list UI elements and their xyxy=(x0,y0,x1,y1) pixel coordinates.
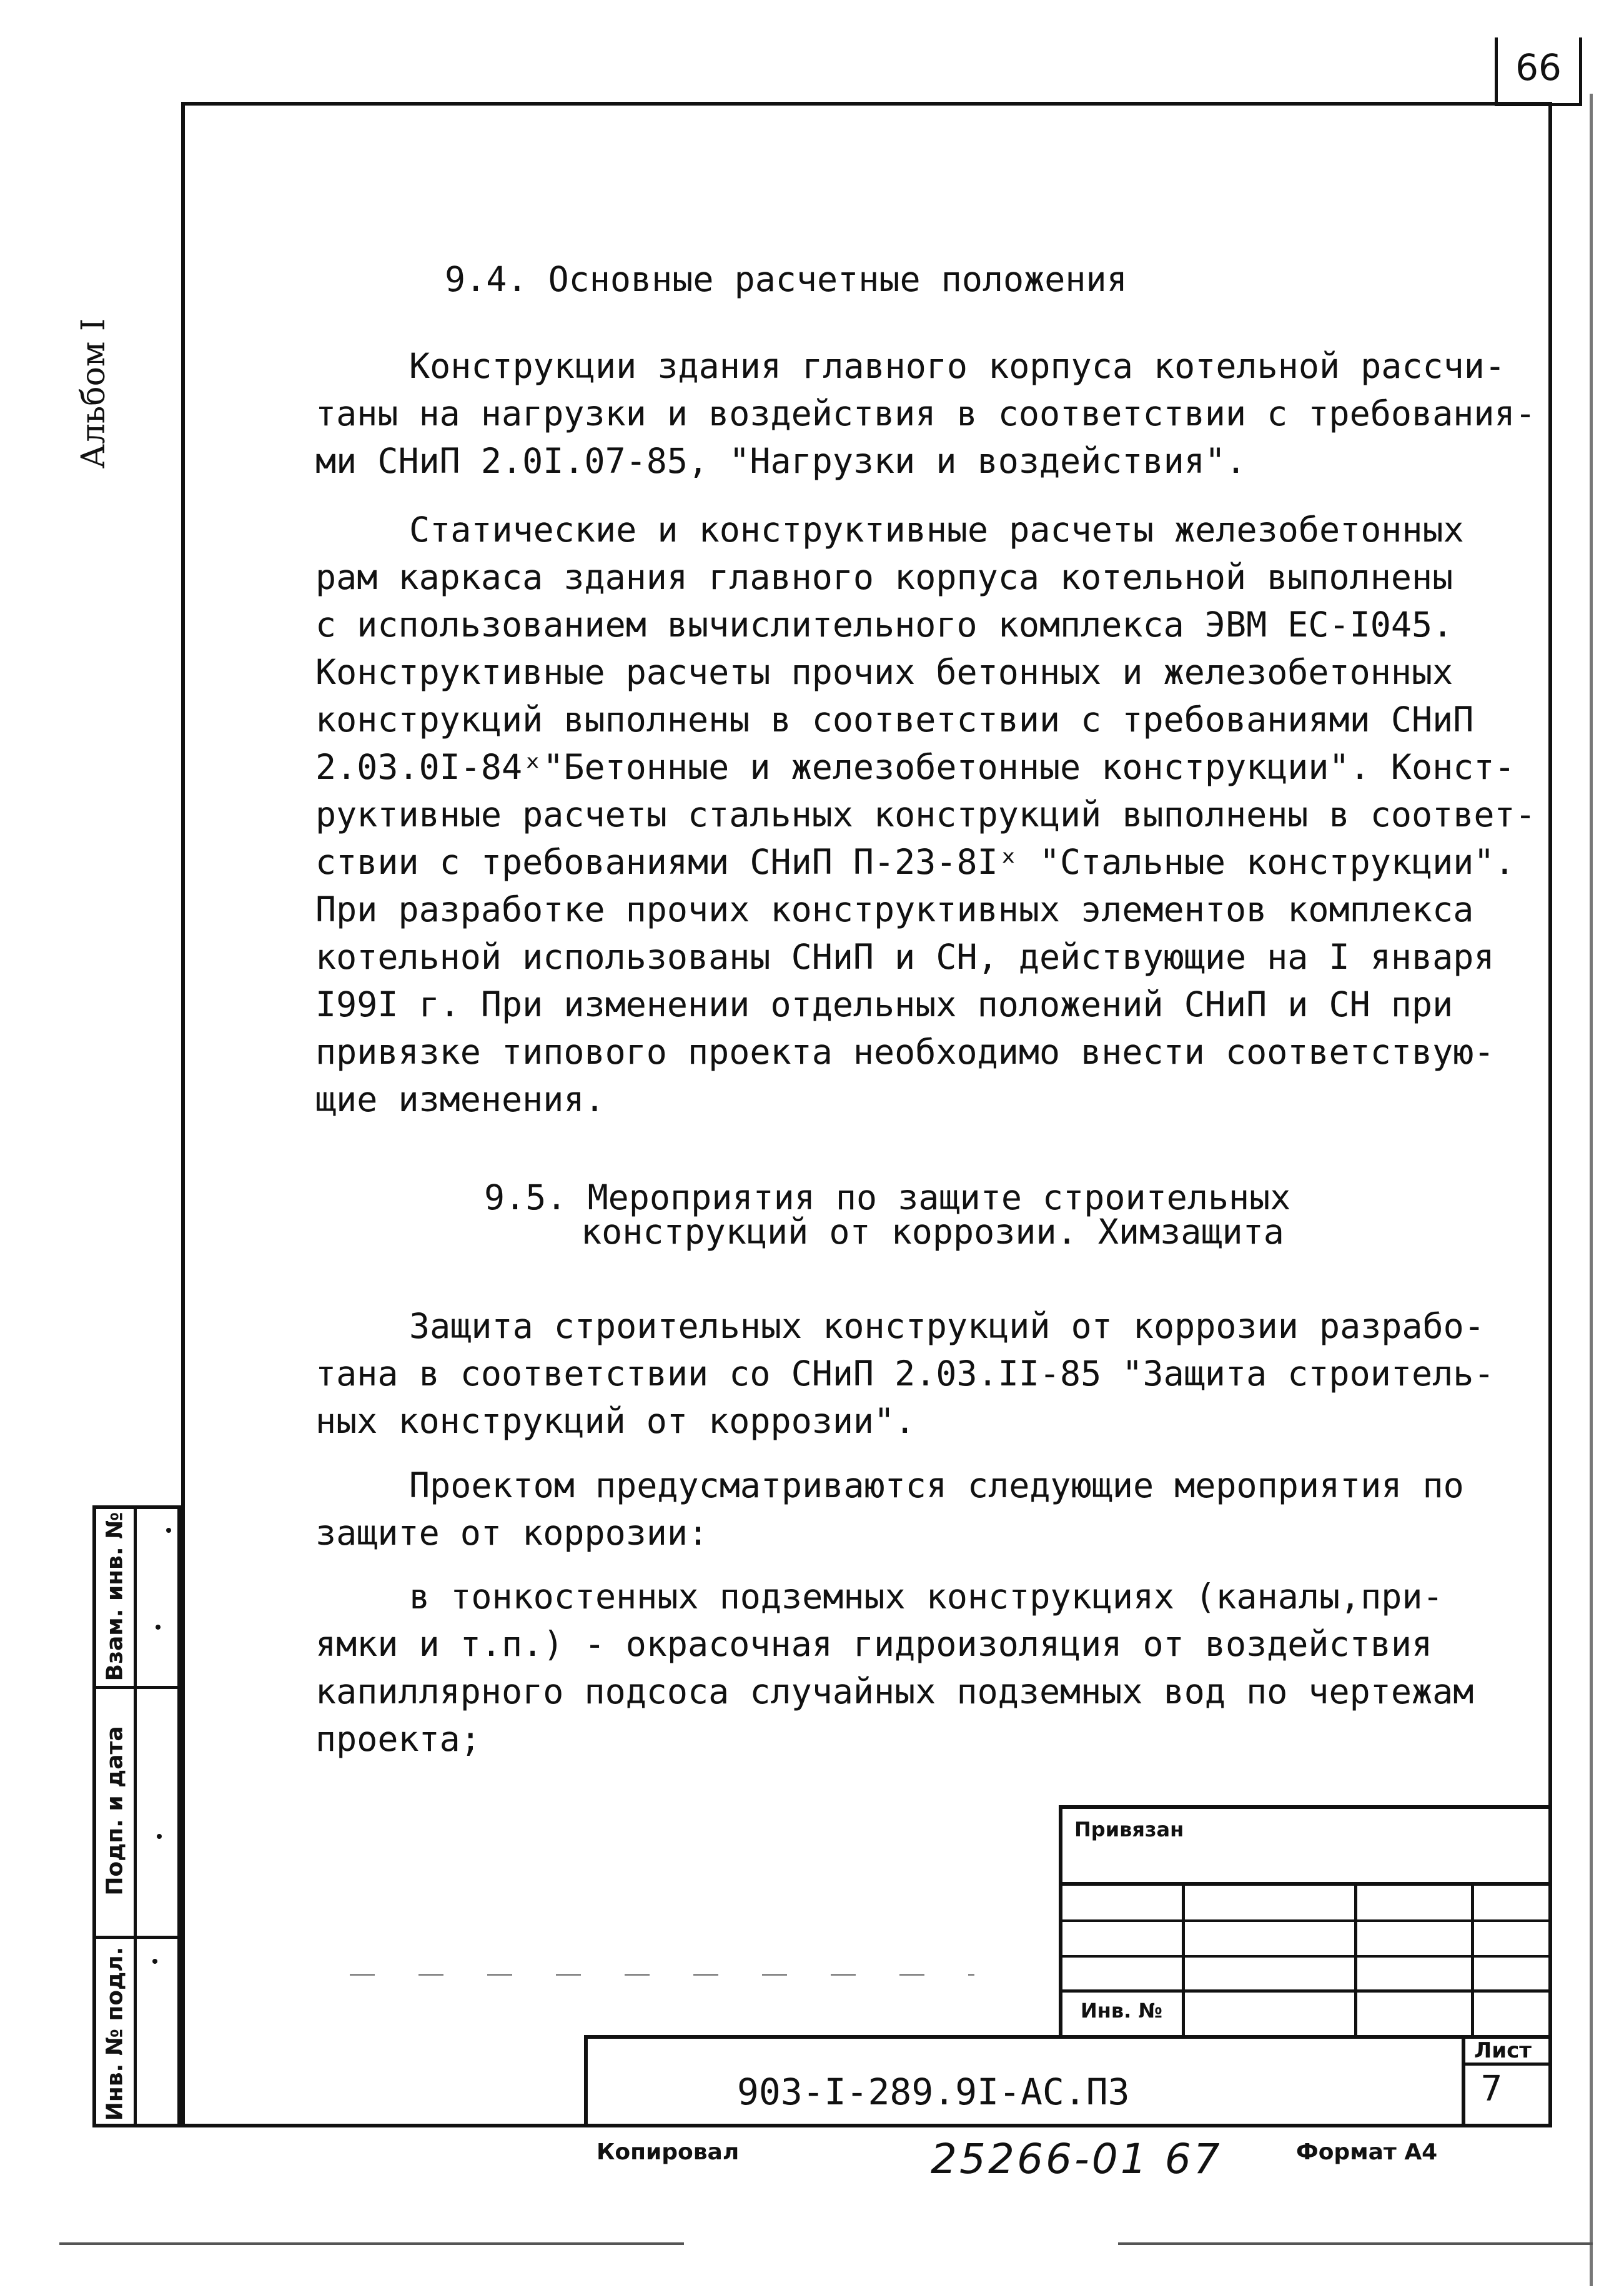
sheet-label: Лист xyxy=(1474,2038,1532,2063)
text-line: ямки и т.п.) - окрасочная гидроизоляция от воздействия xyxy=(315,1624,1433,1664)
text-line: Защита строительных конструкций от коррозии разрабо- xyxy=(409,1306,1485,1346)
right-edge-line xyxy=(1590,94,1593,2286)
inv-no-label: Инв. № xyxy=(1081,1999,1162,2023)
text-line: рам каркаса здания главного корпуса котельной выполнены xyxy=(315,557,1453,597)
text-line: проекта; xyxy=(315,1719,481,1759)
podp-data-label: Подп. и дата xyxy=(102,1726,128,1896)
format-label: Формат А4 xyxy=(1296,2139,1438,2165)
text-line: I99I г. При изменении отдельных положений СНиП и СН при xyxy=(315,984,1453,1024)
section-9-5-paragraph-1 xyxy=(315,1302,1495,1445)
vzam-inv-label: Взам. инв. № xyxy=(102,1512,128,1681)
text-line: Статические и конструктивные расчеты железобетонных xyxy=(409,510,1464,550)
inv-podl-label: Инв. № подл. xyxy=(102,1946,128,2121)
text-line: ми СНиП 2.0I.07-85, "Нагрузки и воздействия". xyxy=(315,441,1247,481)
text-line: котельной использованы СНиП и СН, действующие на I января xyxy=(315,937,1495,977)
handwritten-number: 25266-01 67 xyxy=(931,2135,1222,2183)
privyazan-label: Привязан xyxy=(1074,1818,1184,1841)
bottom-line-left xyxy=(59,2242,684,2245)
text-line: Конструкции здания главного корпуса котельной рассчи- xyxy=(409,346,1505,386)
sheet-number: 7 xyxy=(1480,2069,1503,2109)
text-line: щие изменения. xyxy=(315,1079,605,1119)
tb-line xyxy=(1059,1919,1552,1922)
faint-dashed-line xyxy=(350,1974,974,1976)
doc-code: 903-I-289.9I-АС.ПЗ xyxy=(737,2071,1130,2113)
text-line: капиллярного подсоса случайных подземных вод по чертежам xyxy=(315,1671,1474,1711)
section-9-4-paragraph-2 xyxy=(315,506,1536,1123)
tb-line xyxy=(1059,1882,1552,1886)
text-line: руктивные расчеты стальных конструкций выполнены в соответ- xyxy=(315,795,1536,834)
stamp-dot xyxy=(166,1528,171,1533)
stamp-separator xyxy=(134,1509,137,2124)
tb-vline xyxy=(1462,2035,1465,2127)
tb-vline xyxy=(1471,1882,1474,2038)
tb-vline xyxy=(1354,1882,1357,2038)
section-9-4-heading: 9.4. Основные расчетные положения xyxy=(445,259,1127,299)
tb-line xyxy=(1059,1989,1552,1993)
stamp-divider xyxy=(96,1686,177,1689)
tb-line xyxy=(1059,1955,1552,1958)
section-9-5-paragraph-3 xyxy=(315,1573,1474,1763)
text-line: ных конструкций от коррозии". xyxy=(315,1401,916,1441)
text-line: 2.03.0I-84ˣ"Бетонные и железобетонные конструкции". Конст- xyxy=(315,747,1515,787)
text-line: тана в соответствии со СНиП 2.03.II-85 "Защита строитель- xyxy=(315,1354,1495,1394)
page-number: 66 xyxy=(1515,46,1562,89)
text-line: в тонкостенных подземных конструкциях (каналы,при- xyxy=(409,1577,1443,1617)
tb-vline xyxy=(1182,1882,1185,2038)
album-label: Альбом I xyxy=(75,318,112,469)
text-line: ствии с требованиями СНиП П-23-8Iˣ "Стальные конструкции". xyxy=(315,842,1515,882)
text-line: привязке типового проекта необходимо внести соответствую- xyxy=(315,1032,1495,1072)
stamp-dot xyxy=(157,1834,162,1839)
bottom-line-right xyxy=(1118,2242,1593,2245)
side-stamp xyxy=(92,1505,181,2127)
stamp-divider xyxy=(96,1936,177,1939)
text-line: Проектом предусматриваются следующие мероприятия по xyxy=(409,1465,1464,1505)
text-line: При разработке прочих конструктивных элементов комплекса xyxy=(315,889,1474,929)
text-line: таны на нагрузки и воздействия в соответствии с требования- xyxy=(315,394,1536,433)
stamp-dot xyxy=(156,1625,161,1630)
stamp-dot xyxy=(152,1959,157,1964)
text-line: защите от коррозии: xyxy=(315,1513,709,1553)
section-9-5-heading-line-1: 9.5. Мероприятия по защите строительных xyxy=(484,1177,1291,1217)
page-number-box xyxy=(1495,37,1582,106)
section-9-5-paragraph-2 xyxy=(315,1462,1471,1557)
section-9-5-heading-line-2: конструкций от коррозии. Химзащита xyxy=(581,1212,1284,1252)
text-line: Конструктивные расчеты прочих бетонных и железобетонных xyxy=(315,652,1453,692)
text-line: конструкций выполнены в соответствии с требованиями СНиП xyxy=(315,700,1474,740)
copied-by-label: Копировал xyxy=(597,2139,740,2165)
section-9-4-paragraph-1 xyxy=(315,342,1536,485)
text-line: с использованием вычислительного комплекса ЭВМ ЕС-I045. xyxy=(315,605,1453,645)
